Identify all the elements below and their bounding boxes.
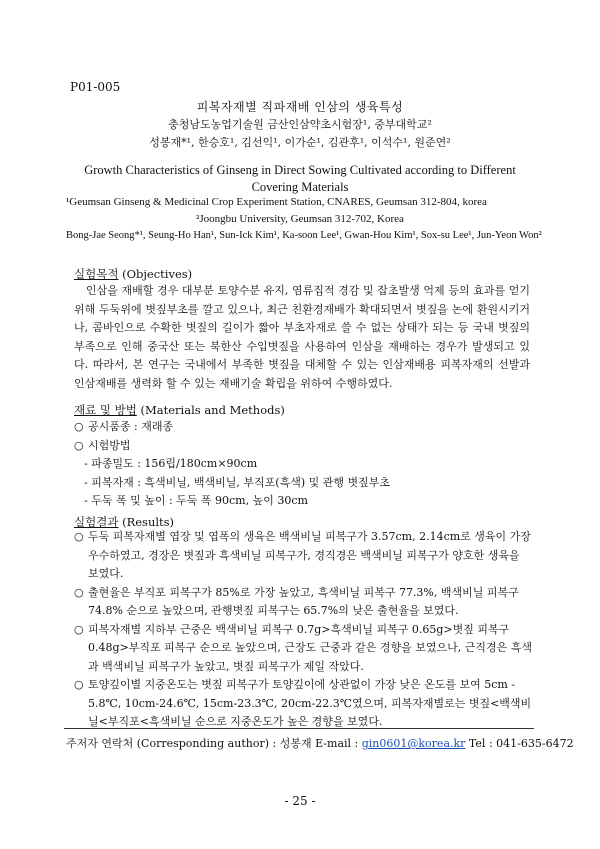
objectives-heading-ko: 실험목적 bbox=[74, 267, 119, 281]
korean-authors: 성봉재*¹, 한승호¹, 김선익¹, 이가순¹, 김관후¹, 이석수¹, 원준연² bbox=[149, 136, 451, 149]
results-list bbox=[74, 528, 532, 732]
methods-subitem: - 두둑 폭 및 높이 : 두둑 폭 90cm, 높이 30cm bbox=[84, 494, 308, 507]
email-link[interactable]: gin0601@korea.kr bbox=[361, 737, 466, 750]
methods-item bbox=[74, 418, 532, 437]
results-item bbox=[74, 584, 532, 621]
english-title: Growth Characteristics of Ginseng in Direct Sowing Cultivated according to Different Covering Materials bbox=[84, 163, 516, 194]
bullet-marker: ○ bbox=[74, 585, 84, 599]
corresponding-label: 주저자 연락처 (Corresponding author) : 성봉재 E-mail : bbox=[66, 737, 362, 750]
methods-subitem: - 파종밀도 : 156립/180cm×90cm bbox=[84, 457, 258, 470]
english-affiliation-1: ¹Geumsan Ginseng & Medicinal Crop Experiment Station, CNARES, Geumsan 312-804, korea bbox=[66, 196, 487, 208]
methods-heading-en: (Materials and Methods) bbox=[136, 403, 285, 417]
corresponding-author bbox=[66, 735, 574, 751]
results-item-text: 토양깊이별 지중온도는 볏짚 피복구가 토양깊이에 상관없이 가장 낮은 온도를 보여 5cm - 5.8℃, 10cm-24.6℃, 15cm-23.3℃, 20cm-22.3℃였으며, 피복자재별로는 볏짚<백색비닐<부직포<흑색비닐 순으로 지중온도가 높은 경향을 보였다. bbox=[88, 678, 532, 728]
objectives-paragraph: 인삼을 재배할 경우 대부분 토양수분 유지, 염류집적 경감 및 잡초발생 억제 등의 효과를 얻기 위해 두둑위에 볏짚부초를 깔고 있으나, 최근 친환경재배가 확대되면서 볏짚을 논에 환원시키거나, 콤바인으로 수확한 볏짚의 길이가 짧아 부초자재로 쓸 수 없는 상태가 되는 등 국내 볏짚의 부족으로 인해 중국산 또는 북한산 수입볏짚을 사용하여 인삼을 재배하는 경우가 발생되고 있다. 따라서, 본 연구는 국내에서 부족한 볏짚을 대체할 수 있는 인삼재배용 피복자재의 선발과 인삼재배를 생력화 할 수 있는 재배기술 확립을 위하여 수행하였다. bbox=[74, 284, 530, 390]
methods-item-text: 공시품종 : 재래종 bbox=[88, 420, 174, 433]
results-item-text: 두둑 피복자재별 엽장 및 엽폭의 생육은 백색비닐 피복구가 3.57cm, 2.14cm로 생육이 가장 우수하였고, 경장은 볏짚과 흑색비닐 피복구가, 경직경은 백색비닐 피복구가 양호한 생육을 보였다. bbox=[88, 530, 531, 580]
results-item bbox=[74, 676, 532, 732]
methods-item bbox=[74, 437, 532, 456]
results-heading-en: (Results) bbox=[118, 515, 175, 529]
objectives-heading-en: (Objectives) bbox=[118, 267, 193, 281]
korean-title: 피복자재별 직파재배 인삼의 생육특성 bbox=[196, 100, 404, 114]
bullet-marker: ○ bbox=[74, 530, 84, 543]
methods-subitem: - 피복자재 : 흑색비닐, 백색비닐, 부직포(흑색) 및 관행 볏짚부초 bbox=[84, 475, 390, 489]
bullet-marker: ○ bbox=[74, 420, 84, 433]
korean-affiliation: 충청남도농업기술원 금산인삼약초시험장¹, 중부대학교² bbox=[168, 118, 432, 131]
results-item-text: 출현율은 부직포 피복구가 85%로 가장 높았고, 흑색비닐 피복구 77.3%, 백색비닐 피복구 74.8% 순으로 높았으며, 관행볏짚 피복구는 65.7%의 낮은 출현율을 보였다. bbox=[88, 585, 519, 617]
objectives-heading bbox=[74, 266, 192, 282]
objectives-text bbox=[74, 282, 530, 393]
abstract-code: P01-005 bbox=[70, 80, 121, 94]
corresponding-tel: Tel : 041-635-6472 bbox=[465, 737, 574, 750]
methods-heading-ko: 재료 및 방법 bbox=[74, 403, 137, 417]
bullet-marker: ○ bbox=[74, 678, 84, 691]
bullet-marker: ○ bbox=[74, 438, 84, 452]
results-heading-ko: 실험결과 bbox=[74, 515, 119, 529]
english-affiliation-2: ²Joongbu University, Geumsan 312-702, Korea bbox=[196, 213, 404, 225]
footer-divider bbox=[64, 728, 534, 729]
page-number: - 25 - bbox=[284, 794, 316, 808]
results-item-text: 피복자재별 지하부 근중은 백색비닐 피복구 0.7g>흑색비닐 피복구 0.65g>볏짚 피복구 0.48g>부직포 피복구 순으로 높았으며, 근장도 근중과 같은 경향을 보였으나, 근직경은 흑색과 백색비닐 피복구가 높았고, 볏짚 피복구가 제일 작았다. bbox=[88, 622, 532, 673]
results-item bbox=[74, 621, 532, 677]
methods-list bbox=[74, 418, 532, 511]
bullet-marker: ○ bbox=[74, 622, 84, 636]
results-item bbox=[74, 528, 532, 584]
english-authors: Bong-Jae Seong*¹, Seung-Ho Han¹, Sun-Ick Kim¹, Ka-soon Lee¹, Gwan-Hou Kim¹, Sox-su Lee¹, Jun-Yeon Won² bbox=[66, 230, 542, 241]
methods-heading bbox=[74, 402, 285, 418]
methods-item-text: 시험방법 bbox=[88, 438, 131, 452]
